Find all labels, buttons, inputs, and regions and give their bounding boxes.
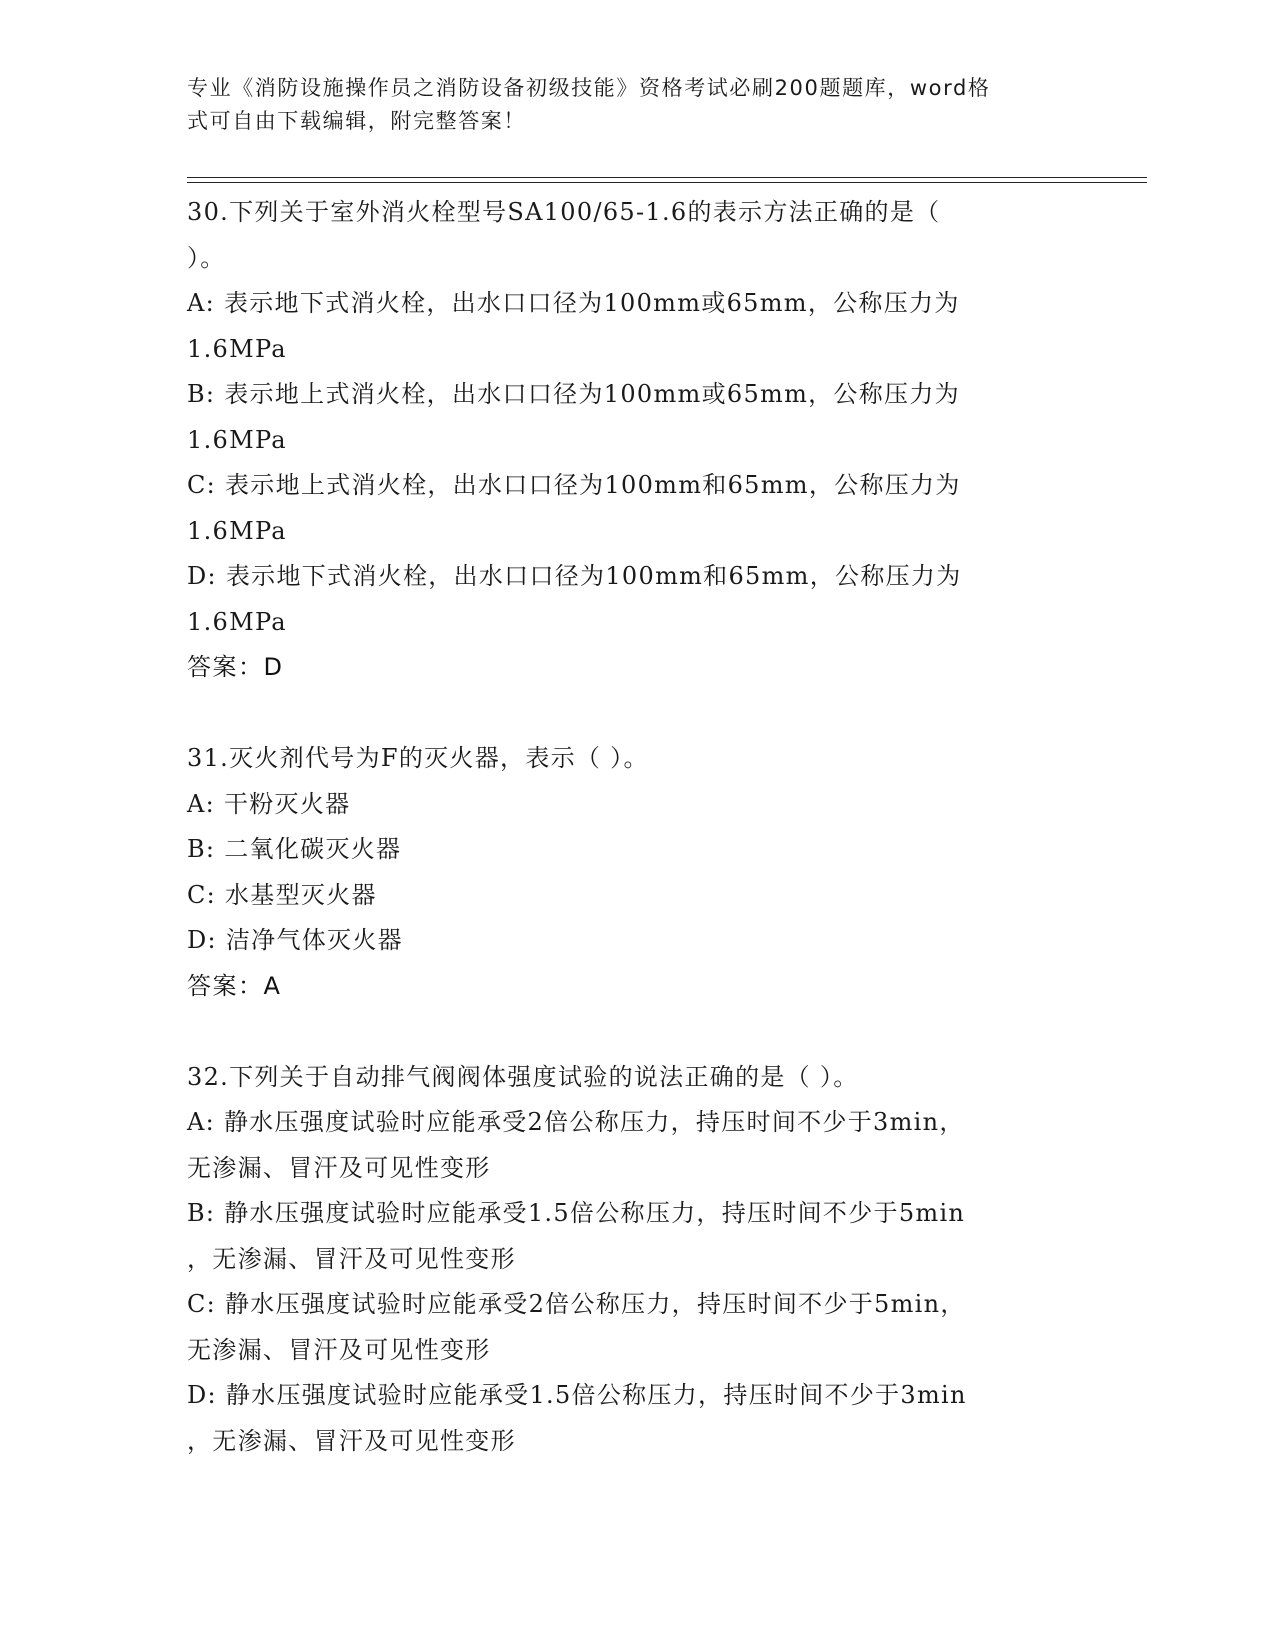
- question-30: [187, 190, 1087, 691]
- option-b-line: 1.6MPa: [187, 425, 287, 454]
- question-stem-line: 31.灭火剂代号为F的灭火器，表示（ ）。: [187, 744, 649, 772]
- option-d-line: 1.6MPa: [187, 607, 287, 636]
- header-line-2: 式可自由下载编辑，附完整答案！: [187, 109, 526, 133]
- question-stem-line: 30.下列关于室外消火栓型号SA100/65-1.6的表示方法正确的是（: [187, 198, 941, 226]
- option-a-line: 无渗漏、冒汗及可见性变形: [187, 1153, 491, 1182]
- option-d-line: D: 洁净气体灭火器: [187, 926, 403, 954]
- option-a-line: 1.6MPa: [187, 334, 287, 363]
- option-c-line: C: 水基型灭火器: [187, 880, 377, 909]
- header-divider-bottom: [187, 182, 1147, 183]
- question-32: [187, 1055, 1087, 1465]
- answer-label: 答案：A: [187, 971, 282, 1000]
- option-c-line: C: 表示地上式消火栓，出水口口径为100mm和65mm，公称压力为: [187, 471, 961, 499]
- document-header: [187, 72, 1067, 138]
- option-c-line: 无渗漏、冒汗及可见性变形: [187, 1335, 491, 1364]
- option-b-line: B: 二氧化碳灭火器: [187, 835, 402, 863]
- option-b-line: B: 静水压强度试验时应能承受1.5倍公称压力，持压时间不少于5min: [187, 1199, 966, 1227]
- question-31: [187, 736, 1087, 1009]
- question-list: [187, 190, 1087, 1464]
- option-b-line: ，无渗漏、冒汗及可见性变形: [187, 1244, 516, 1273]
- option-c-line: C: 静水压强度试验时应能承受2倍公称压力，持压时间不少于5min，: [187, 1290, 966, 1318]
- header-line-1: 专业《消防设施操作员之消防设备初级技能》资格考试必刷200题题库，word格: [187, 76, 991, 100]
- question-spacer: [187, 1009, 1087, 1055]
- question-stem-line: 32.下列关于自动排气阀阀体强度试验的说法正确的是（ ）。: [187, 1062, 859, 1091]
- answer-label: 答案：D: [187, 653, 284, 681]
- option-d-line: ，无渗漏、冒汗及可见性变形: [187, 1426, 516, 1455]
- option-a-line: A: 干粉灭火器: [187, 789, 351, 818]
- option-d-line: D: 表示地下式消火栓，出水口口径为100mm和65mm，公称压力为: [187, 562, 962, 590]
- question-stem-line: ）。: [187, 243, 226, 272]
- header-divider-top: [187, 177, 1147, 178]
- option-a-line: A: 表示地下式消火栓，出水口口径为100mm或65mm，公称压力为: [187, 289, 960, 317]
- question-spacer: [187, 691, 1087, 737]
- option-d-line: D: 静水压强度试验时应能承受1.5倍公称压力，持压时间不少于3min: [187, 1381, 967, 1409]
- option-a-line: A: 静水压强度试验时应能承受2倍公称压力，持压时间不少于3min，: [187, 1108, 965, 1136]
- option-b-line: B: 表示地上式消火栓，出水口口径为100mm或65mm，公称压力为: [187, 380, 960, 408]
- option-c-line: 1.6MPa: [187, 516, 287, 545]
